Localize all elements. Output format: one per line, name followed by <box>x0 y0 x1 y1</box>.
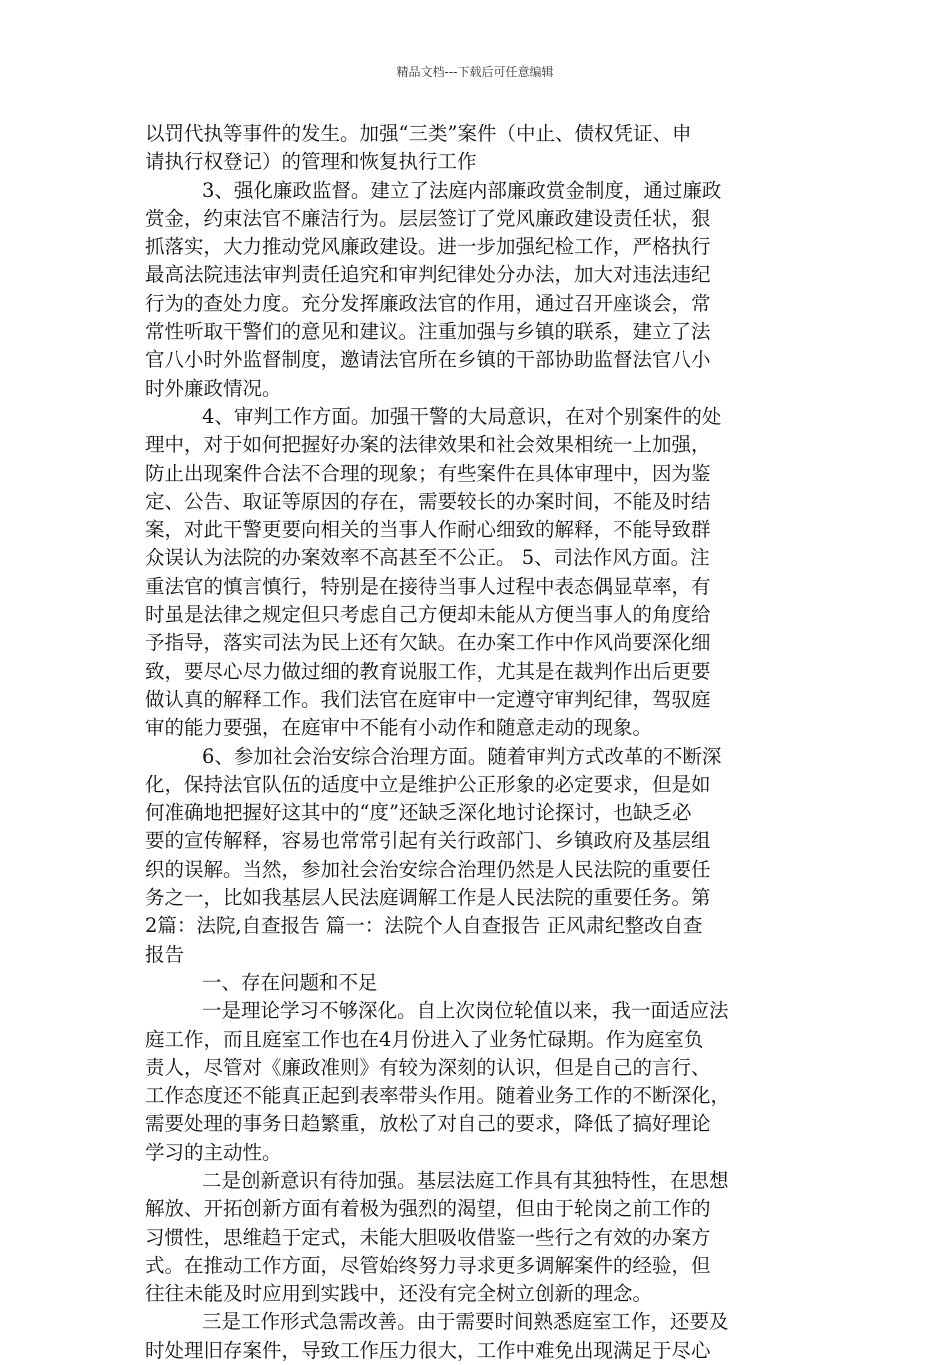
text-line: 化，保持法官队伍的适度中立是维护公正形象的必定要求，但是如 <box>145 772 711 796</box>
text-line: 常性听取干警们的意见和建议。注重加强与乡镇的联系，建立了法 <box>145 320 711 344</box>
text-line: 学习的主动性。 <box>145 1140 282 1164</box>
text-line: 时外廉政情况。 <box>145 376 282 400</box>
text-line: 责人，尽管对《廉政准则》有较为深刻的认识，但是自己的言行、 <box>145 1055 711 1079</box>
text-line: 庭工作，而且庭室工作也在4月份进入了业务忙碌期。作为庭室负 <box>145 1027 704 1051</box>
text-line: 时虽是法律之规定但只考虑自己方便却未能从方便当事人的角度给 <box>145 603 711 627</box>
text-line: 行为的查处力度。充分发挥廉政法官的作用，通过召开座谈会，常 <box>145 291 711 315</box>
text-line: 理中，对于如何把握好办案的法律效果和社会效果相统一上加强， <box>145 433 711 457</box>
text-line: 何准确地把握好这其中的“度”还缺乏深化地讨论探讨，也缺乏必 <box>145 801 692 825</box>
text-line: 赏金，约束法官不廉洁行为。层层签订了党风廉政建设责任状，狠 <box>145 206 711 230</box>
text-line: 三是工作形式急需改善。由于需要时间熟悉庭室工作，还要及 <box>202 1310 729 1334</box>
text-line: 习惯性，思维趋于定式，未能大胆吸收借鉴一些行之有效的办案方 <box>145 1225 711 1249</box>
text-line: 解放、开拓创新方面有着极为强烈的渴望，但由于轮岗之前工作的 <box>145 1197 711 1221</box>
text-line: 需要处理的事务日趋繁重，放松了对自己的要求，降低了搞好理论 <box>145 1112 711 1136</box>
document-body <box>145 120 815 1365</box>
text-line: 重法官的慎言慎行，特别是在接待当事人过程中表态偶显草率，有 <box>145 574 711 598</box>
text-line: 抓落实，大力推动党风廉政建设。进一步加强纪检工作，严格执行 <box>145 235 711 259</box>
text-line: 官八小时外监督制度，邀请法官所在乡镇的干部协助监督法官八小 <box>145 348 711 372</box>
text-line: 式。在推动工作方面，尽管始终努力寻求更多调解案件的经验，但 <box>145 1253 711 1277</box>
text-line: 防止出现案件合法不合理的现象；有些案件在具体审理中，因为鉴 <box>145 461 711 485</box>
text-line: 做认真的解释工作。我们法官在庭审中一定遵守审判纪律，驾驭庭 <box>145 687 711 711</box>
text-line: 时处理旧存案件，导致工作压力很大，工作中难免出现满足于尽心 <box>145 1338 711 1362</box>
text-line: 要的宣传解释，容易也常常引起有关行政部门、乡镇政府及基层组 <box>145 829 711 853</box>
text-line: 众误认为法院的办案效率不高甚至不公正。 5、司法作风方面。注 <box>145 546 710 570</box>
text-line: 4、审判工作方面。加强干警的大局意识，在对个别案件的处 <box>202 404 722 428</box>
text-line: 往往未能及时应用到实践中，还没有完全树立创新的理念。 <box>145 1282 653 1306</box>
text-line: 织的误解。当然，参加社会治安综合治理仍然是人民法院的重要任 <box>145 857 711 881</box>
text-line: 定、公告、取证等原因的存在，需要较长的办案时间，不能及时结 <box>145 489 711 513</box>
text-line: 最高法院违法审判责任追究和审判纪律处分办法，加大对违法违纪 <box>145 263 711 287</box>
text-line: 案，对此干警更要向相关的当事人作耐心细致的解释，不能导致群 <box>145 518 711 542</box>
text-line: 二是创新意识有待加强。基层法庭工作具有其独特性，在思想 <box>202 1168 729 1192</box>
text-line: 2篇：法院,自查报告 篇一：法院个人自查报告 正风肃纪整改自查 <box>145 914 703 938</box>
text-line: 审的能力要强，在庭审中不能有小动作和随意走动的现象。 <box>145 716 653 740</box>
text-line: 工作态度还不能真正起到表率带头作用。随着业务工作的不断深化， <box>145 1084 731 1108</box>
page-header: 精品文档---下载后可任意编辑 <box>396 65 554 79</box>
text-line: 一是理论学习不够深化。自上次岗位轮值以来，我一面适应法 <box>202 999 729 1023</box>
text-line: 务之一，比如我基层人民法庭调解工作是人民法院的重要任务。第 <box>145 886 711 910</box>
text-line: 予指导，落实司法为民上还有欠缺。在办案工作中作风尚要深化细 <box>145 631 711 655</box>
text-line: 以罚代执等事件的发生。加强“三类”案件（中止、债权凭证、申 <box>145 122 692 145</box>
text-line: 致，要尽心尽力做过细的教育说服工作，尤其是在裁判作出后更要 <box>145 659 711 683</box>
text-line: 6、参加社会治安综合治理方面。随着审判方式改革的不断深 <box>202 744 722 768</box>
text-line: 一、存在问题和不足 <box>202 970 378 994</box>
text-line: 3、强化廉政监督。建立了法庭内部廉政赏金制度，通过廉政 <box>202 178 722 202</box>
text-line: 请执行权登记）的管理和恢复执行工作 <box>145 150 477 174</box>
text-line: 报告 <box>145 942 185 966</box>
